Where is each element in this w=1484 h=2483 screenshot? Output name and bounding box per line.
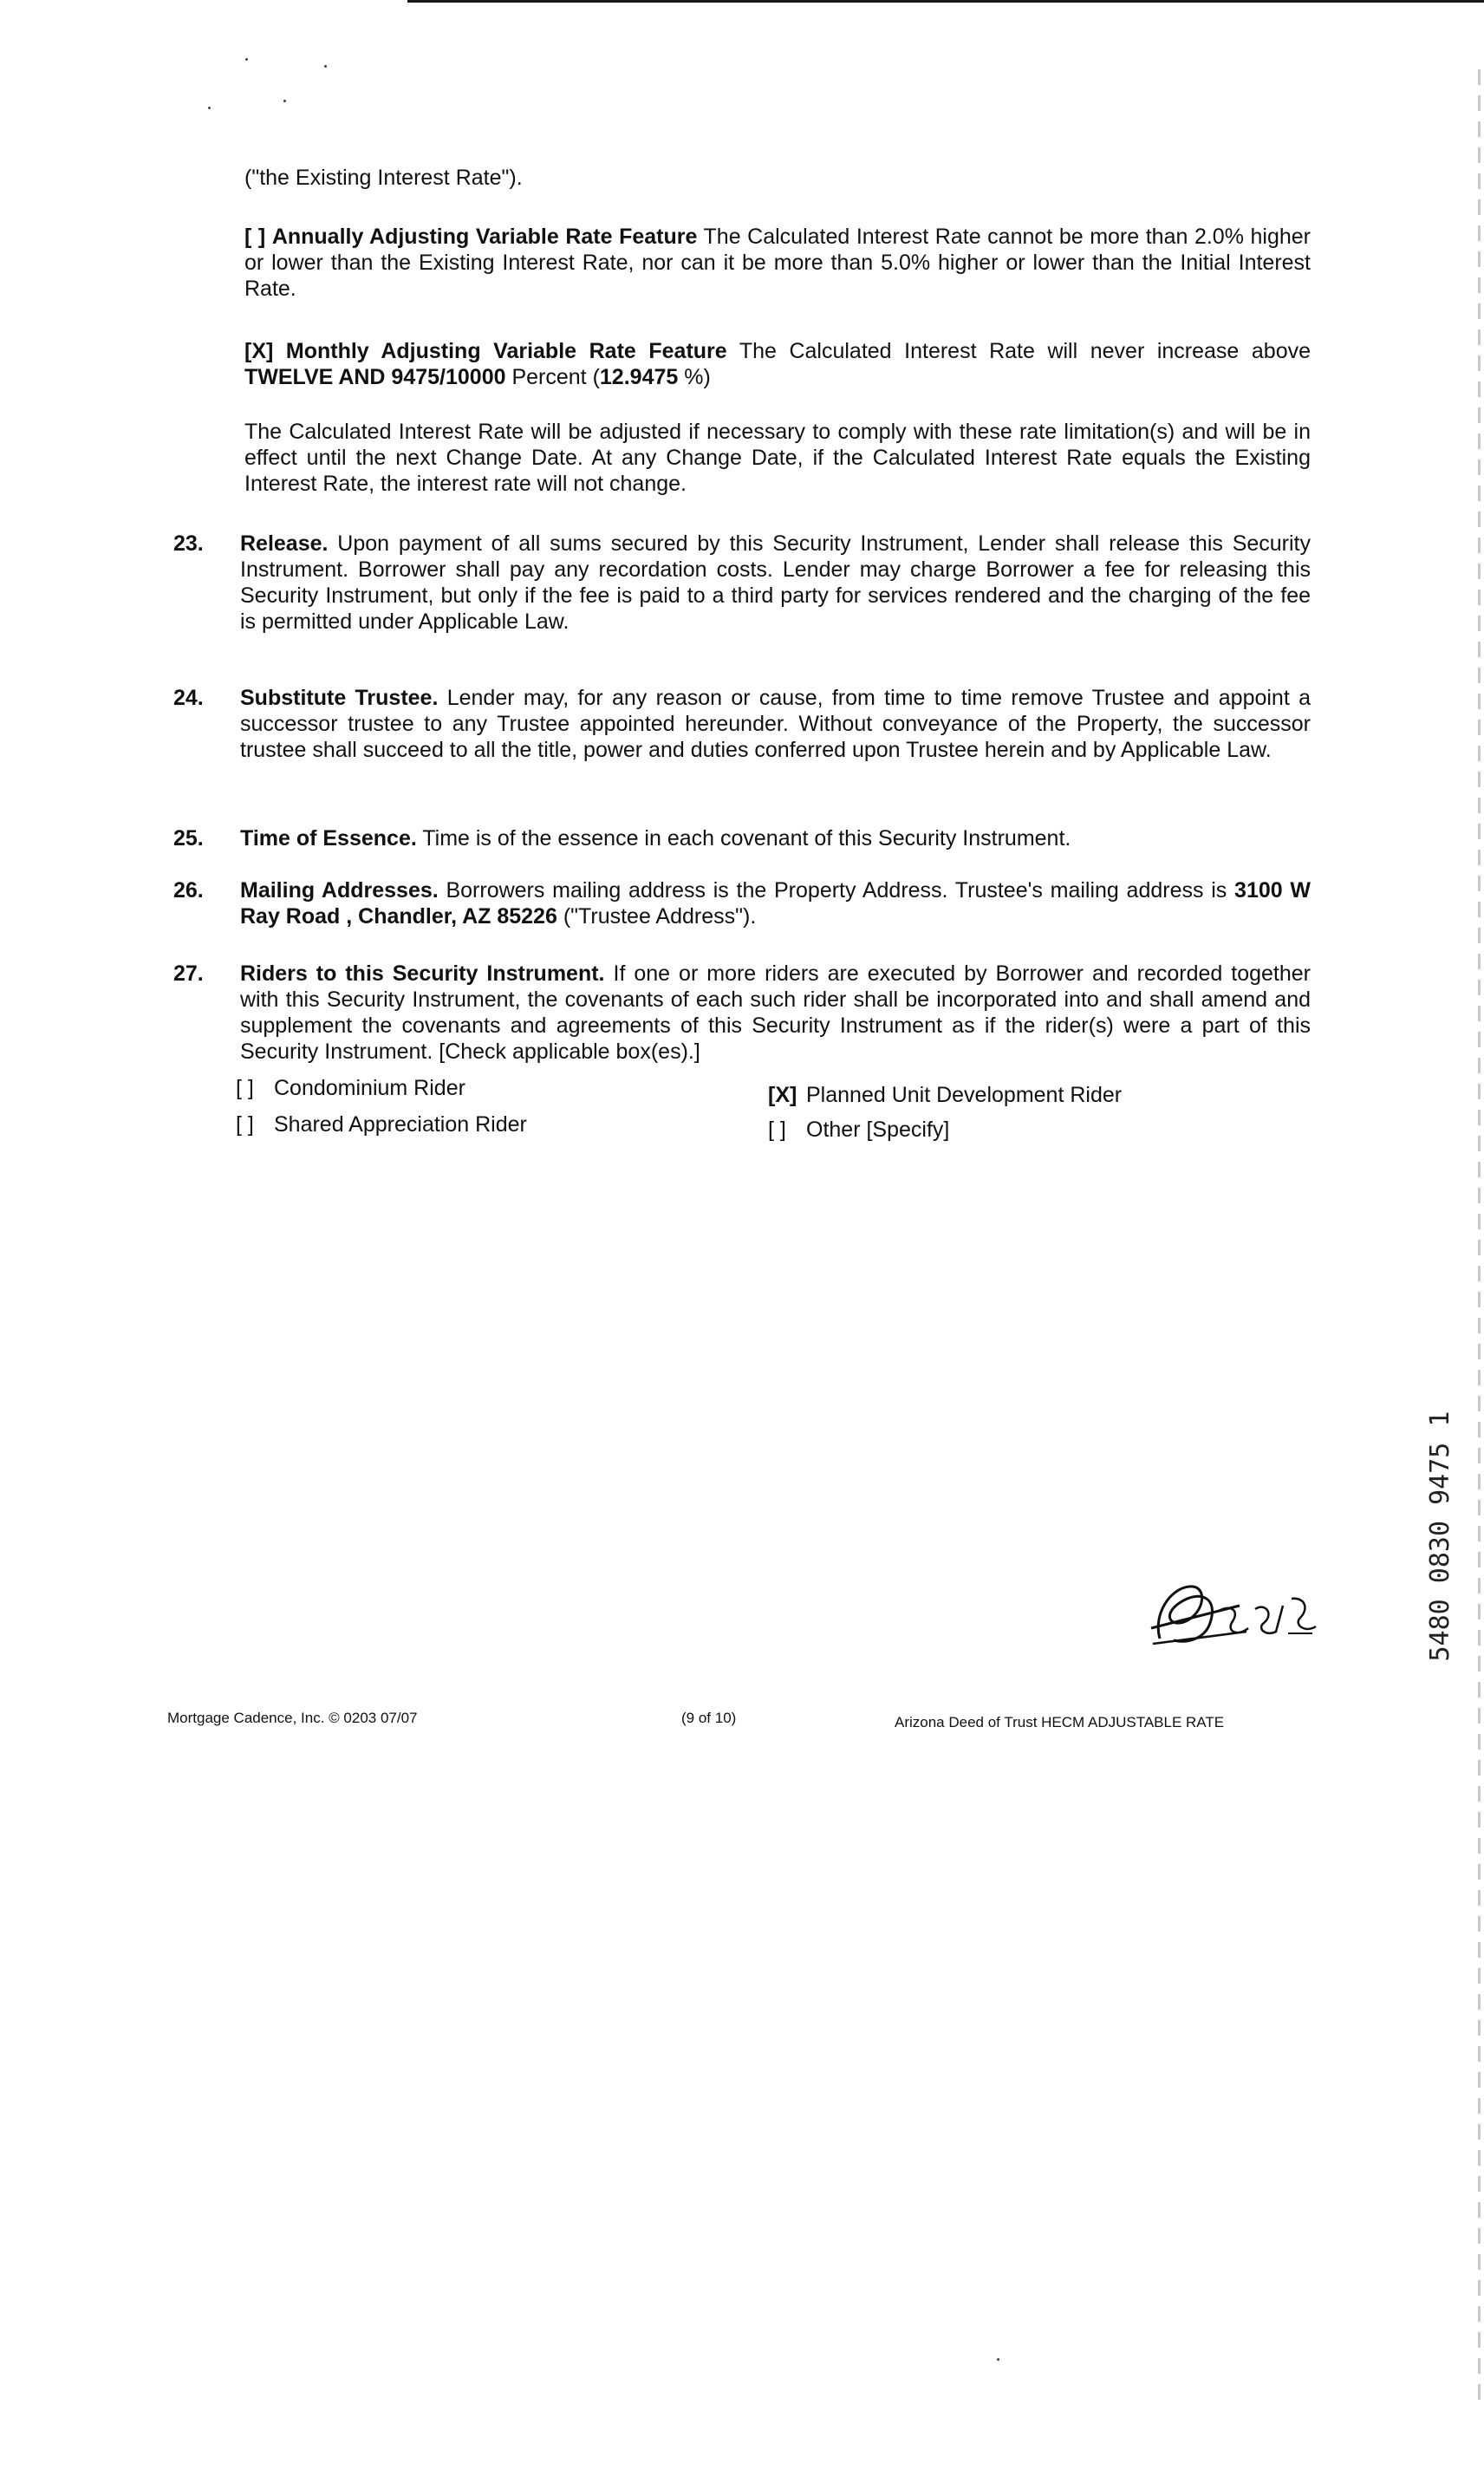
rate-words: TWELVE AND 9475/10000 [244, 365, 506, 389]
section-text: Upon payment of all sums secured by this Security Instrument, Lender shall release this Security Instrument. Borrower shall pay any recordation costs. Lender may charge Borrower a fee for releasing this Security Instrument, but only if the fee is paid to a third party for services rendered and the charging of the fee is permitted under Applicable Law. [240, 531, 1311, 634]
rate-number: 12.9475 [599, 365, 679, 389]
section-text: Lender may, for any reason or cause, from time to time remove Trustee and appoint a successor trustee to any Trustee appointed hereunder. Without conveyance of the Property, the successor trustee shall succeed to all the title, power and duties conferred upon Trustee herein and by Applicable Law. [240, 686, 1311, 762]
annual-feature-text: The Calculated Interest Rate cannot be more than 2.0% higher or lower than the Existing Interest Rate, nor can it be more than 5.0% higher or lower than the Initial Interest Rate. [244, 225, 1311, 301]
rider-label: Condominium Rider [274, 1076, 465, 1100]
annual-feature-paragraph [244, 224, 1311, 302]
section-release [240, 531, 1311, 635]
rider-checkbox: [ ] [236, 1112, 254, 1137]
section-mailing-addresses [240, 877, 1311, 929]
side-stamp-text: 5480 0830 9475 1 [1425, 1411, 1455, 1662]
section-number: 25. [173, 826, 204, 850]
rider-checkbox: [ ] [236, 1076, 254, 1100]
rider-shared-appreciation [236, 1111, 527, 1137]
section-title: Substitute Trustee. [240, 686, 439, 710]
rider-planned-unit-development [768, 1082, 1122, 1108]
section-number: 24. [173, 686, 204, 710]
rider-checkbox: [ ] [768, 1118, 786, 1142]
rider-checkbox: [X] [768, 1083, 797, 1107]
monthly-feature-title: Monthly Adjusting Variable Rate Feature [285, 339, 727, 363]
initials-signature [1136, 1554, 1326, 1658]
monthly-feature-text: The Calculated Interest Rate will never increase above [739, 339, 1312, 363]
section-title: Riders to this Security Instrument. [240, 961, 605, 986]
trustee-address: 3100 W Ray Road , Chandler, AZ 85226 [240, 878, 1311, 929]
section-text-end: ("Trustee Address"). [563, 904, 757, 929]
footer-right: Arizona Deed of Trust HECM ADJUSTABLE RATE [895, 1714, 1225, 1730]
annual-checkbox: [ ] [244, 225, 266, 249]
adjustment-paragraph: The Calculated Interest Rate will be adjusted if necessary to comply with these rate limitation(s) and will be in effect until the next Change Date. At any Change Date, if the Calculated Interest Rate equals the Existing Interest Rate, the interest rate will not change. [244, 420, 1311, 496]
rider-other [768, 1117, 949, 1143]
rider-label: Planned Unit Development Rider [806, 1083, 1123, 1107]
section-number: 26. [173, 878, 204, 903]
section-substitute-trustee [240, 685, 1311, 763]
rider-label: Shared Appreciation Rider [274, 1112, 527, 1137]
section-text: Borrowers mailing address is the Property Address. Trustee's mailing address is [446, 878, 1227, 903]
section-title: Mailing Addresses. [240, 878, 439, 903]
section-title: Time of Essence. [240, 826, 417, 850]
section-number: 27. [173, 961, 204, 986]
percent-close: %) [684, 365, 711, 389]
section-text: If one or more riders are executed by Borrower and recorded together with this Security Instrument, the covenants of each such rider shall be incorporated into and shall amend and supplement the covenants and agreements of this Security Instrument as if the rider(s) were a part of this Security Instrument. [Check applicable box(es).] [240, 961, 1311, 1064]
percent-open: Percent ( [511, 365, 600, 389]
section-title: Release. [240, 531, 329, 556]
monthly-feature-paragraph [244, 338, 1311, 390]
continued-line: ("the Existing Interest Rate"). [244, 166, 523, 190]
footer-page-number: (9 of 10) [681, 1710, 737, 1726]
footer-left: Mortgage Cadence, Inc. © 0203 07/07 [167, 1710, 418, 1726]
rider-label: Other [Specify] [806, 1118, 950, 1142]
annual-feature-title: Annually Adjusting Variable Rate Feature [271, 225, 698, 249]
rider-condominium [236, 1075, 465, 1101]
section-riders [240, 961, 1311, 1065]
section-text: Time is of the essence in each covenant of this Security Instrument. [422, 826, 1071, 850]
section-time-of-essence [240, 825, 1311, 851]
section-number: 23. [173, 531, 204, 556]
monthly-checkbox: [X] [244, 339, 274, 363]
